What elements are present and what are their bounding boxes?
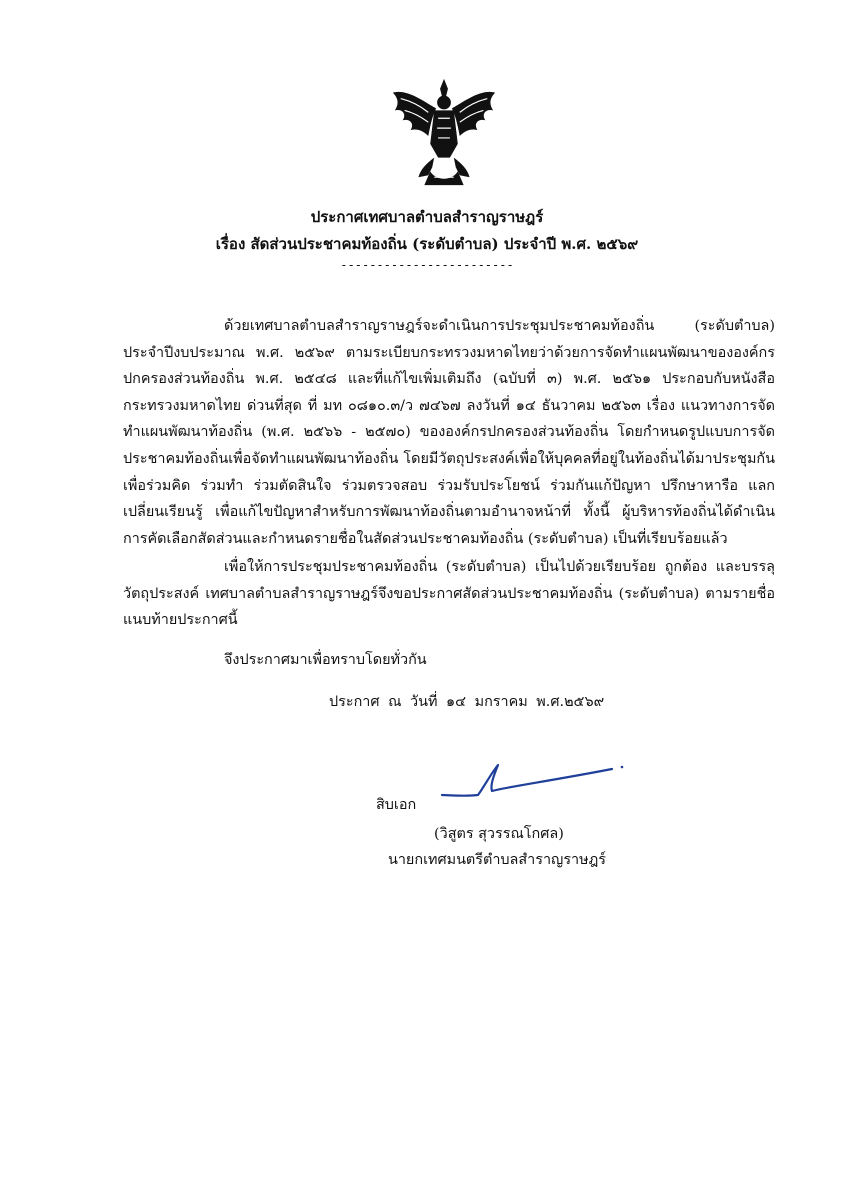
signer-rank: สิบเอก	[376, 797, 417, 813]
signer-name: (วิสูตร สุวรรณโกศล)	[434, 826, 564, 842]
signer-position: นายกเทศมนตรีตำบลสำราญราษฎร์	[388, 852, 607, 868]
announcement-title: ประกาศเทศบาลตำบลสำราญราษฎร์	[310, 208, 544, 226]
handwritten-signature	[440, 757, 630, 805]
title-divider: ------------------------	[340, 258, 514, 272]
garuda-emblem-icon	[385, 75, 503, 193]
announcement-date: ประกาศ ณ วันที่ ๑๔ มกราคม พ.ศ.๒๕๖๙	[329, 694, 605, 710]
body-paragraph-2: เพื่อให้การประชุมประชาคมท้องถิ่น (ระดับตำบล) เป็นไปด้วยเรียบร้อย ถูกต้อง และบรรลุวัตถุประสงค์ เทศบาลตำบลสำราญราษฎร์จึงขอประกาศสัดส่วนประชาคมท้องถิ่น (ระดับตำบล) ตามรายชื่อแนบท้ายประกาศนี้	[123, 559, 775, 629]
announcement-subject: เรื่อง สัดส่วนประชาคมท้องถิ่น (ระดับตำบล) ประจำปี พ.ศ. ๒๕๖๙	[215, 235, 639, 253]
closing-statement: จึงประกาศมาเพื่อทราบโดยทั่วกัน	[224, 652, 427, 668]
body-paragraph-1: ด้วยเทศบาลตำบลสำราญราษฎร์จะดำเนินการประชุมประชาคมท้องถิ่น (ระดับตำบล) ประจำปีงบประมาณ พ.ศ. ๒๕๖๙ ตามระเบียบกระทรวงมหาดไทยว่าด้วยการจัดทำแผนพัฒนาขององค์กรปกครองส่วนท้องถิ่น พ.ศ. ๒๕๔๘ และที่แก้ไขเพิ่มเติมถึง (ฉบับที่ ๓) พ.ศ. ๒๕๖๑ ประกอบกับหนังสือกระทรวงมหาดไทย ด่วนที่สุด ที่ มท ๐๘๑๐.๓/ว ๗๔๖๗ ลงวันที่ ๑๔ ธันวาคม ๒๕๖๓ เรื่อง แนวทางการจัดทำแผนพัฒนาท้องถิ่น (พ.ศ. ๒๕๖๖ - ๒๕๗๐) ขององค์กรปกครองส่วนท้องถิ่น โดยกำหนดรูปแบบการจัดประชาคมท้องถิ่นเพื่อจัดทำแผนพัฒนาท้องถิ่น โดยมีวัตถุประสงค์เพื่อให้บุคคลที่อยู่ในท้องถิ่นได้มาประชุมกันเพื่อร่วมคิด ร่วมทำ ร่วมตัดสินใจ ร่วมตรวจสอบ ร่วมรับประโยชน์ ร่วมกันแก้ปัญหา ปรึกษาหารือ แลกเปลี่ยนเรียนรู้ เพื่อแก้ไขปัญหาสำหรับการพัฒนาท้องถิ่นตามอำนาจหน้าที่ ทั้งนี้ ผู้บริหารท้องถิ่นได้ดำเนินการคัดเลือกสัดส่วนและกำหนดรายชื่อในสัดส่วนประชาคมท้องถิ่น (ระดับตำบล) เป็นที่เรียบร้อยแล้ว	[123, 318, 775, 547]
